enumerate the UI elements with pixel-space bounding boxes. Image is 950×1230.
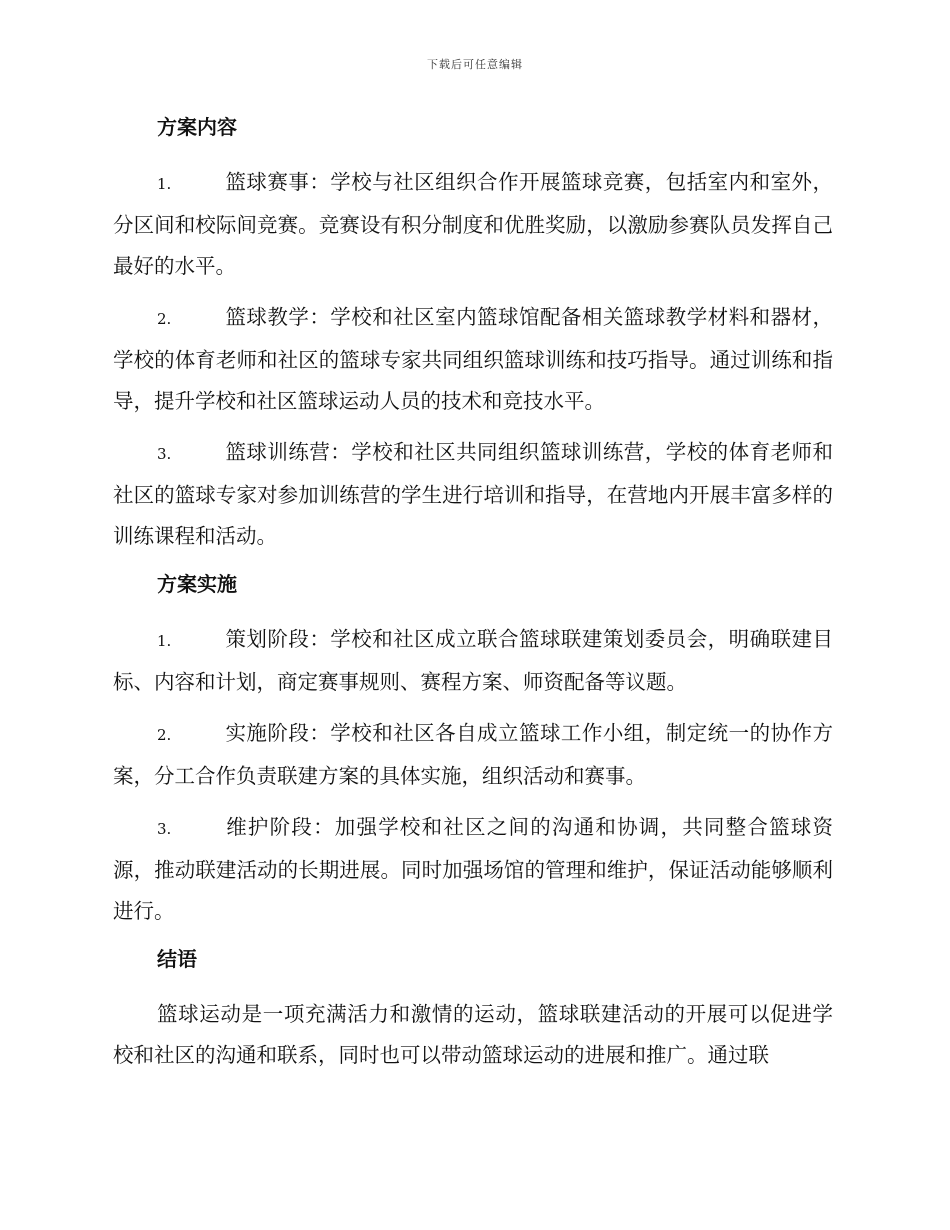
list-item: [113, 807, 833, 932]
section-heading-plan-content: 方案内容: [157, 115, 237, 139]
list-item-text: 实施阶段：学校和社区各自成立篮球工作小组，制定统一的协作方案，分工合作负责联建方案的具体实施，组织活动和赛事。: [113, 721, 833, 788]
list-item: [113, 619, 833, 703]
list-item-number: 2.: [157, 726, 172, 744]
section-heading-conclusion: 结语: [157, 947, 197, 971]
conclusion-paragraph: 篮球运动是一项充满活力和激情的运动，篮球联建活动的开展可以促进学校和社区的沟通和联系，同时也可以带动篮球运动的进展和推广。通过联: [113, 1002, 833, 1067]
list-item-number: 2.: [157, 310, 172, 328]
list-item-number: 3.: [157, 820, 172, 838]
document-body: [113, 110, 833, 1076]
section-heading-plan-implementation: 方案实施: [157, 572, 237, 596]
list-item-number: 1.: [157, 632, 172, 650]
list-item-number: 1.: [157, 175, 172, 193]
list-item-number: 3.: [157, 445, 172, 463]
list-item-text: 篮球训练营：学校和社区共同组织篮球训练营，学校的体育老师和社区的篮球专家对参加训练营的学生进行培训和指导，在营地内开展丰富多样的训练课程和活动。: [113, 440, 833, 548]
list-item: [113, 713, 833, 797]
header-note: 下载后可任意编辑: [427, 58, 523, 71]
list-item: [113, 432, 833, 557]
list-item: [113, 162, 833, 287]
list-item-text: 策划阶段：学校和社区成立联合篮球联建策划委员会，明确联建目标、内容和计划，商定赛事规则、赛程方案、师资配备等议题。: [113, 627, 833, 694]
list-item-text: 维护阶段：加强学校和社区之间的沟通和协调，共同整合篮球资源，推动联建活动的长期进展。同时加强场馆的管理和维护，保证活动能够顺利进行。: [113, 815, 833, 923]
list-item-text: 篮球赛事：学校与社区组织合作开展篮球竞赛，包括室内和室外，分区间和校际间竞赛。竞赛设有积分制度和优胜奖励，以激励参赛队员发挥自己最好的水平。: [113, 170, 833, 278]
list-item: [113, 297, 833, 422]
list-item-text: 篮球教学：学校和社区室内篮球馆配备相关篮球教学材料和器材，学校的体育老师和社区的篮球专家共同组织篮球训练和技巧指导。通过训练和指导，提升学校和社区篮球运动人员的技术和竞技水平。: [113, 305, 833, 413]
